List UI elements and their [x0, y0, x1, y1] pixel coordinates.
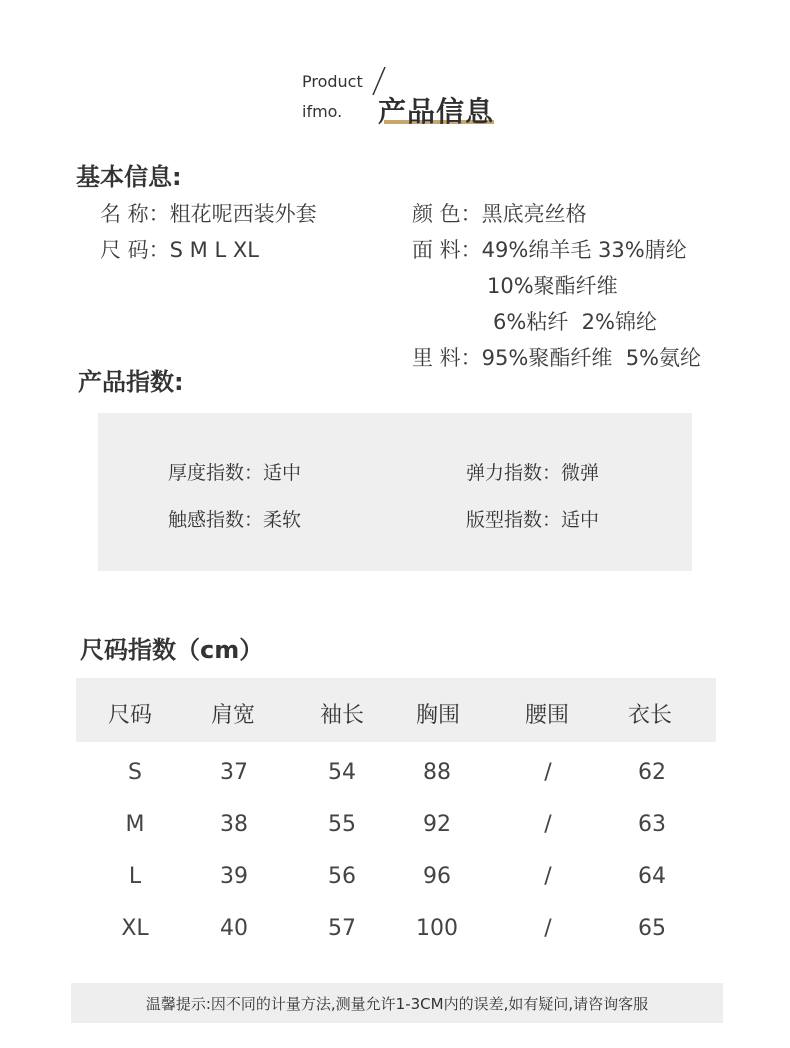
info-fabric-1: 面 料：49%绵羊毛 33%腈纶 — [412, 238, 687, 262]
table-cell: 40 — [220, 916, 248, 941]
table-cell: 37 — [220, 760, 248, 785]
table-cell: 92 — [423, 812, 451, 837]
table-cell: / — [544, 916, 552, 941]
table-cell: 64 — [638, 864, 666, 889]
table-cell: 56 — [328, 864, 356, 889]
basic-info-title: 基本信息: — [76, 163, 182, 191]
info-fabric-3: 6%粘纤 2%锦纶 — [493, 310, 657, 334]
tip-text: 温馨提示:因不同的计量方法,测量允许1-3CM内的误差,如有疑问,请咨询客服 — [145, 995, 649, 1013]
table-cell: 39 — [220, 864, 248, 889]
product-index-box — [98, 413, 692, 571]
info-color: 颜 色：黑底亮丝格 — [412, 202, 587, 226]
table-cell: / — [544, 864, 552, 889]
table-cell: 57 — [328, 916, 356, 941]
col-header-chest: 胸围 — [415, 703, 460, 728]
info-name: 名 称：粗花呢西装外套 — [100, 202, 317, 226]
table-cell: 65 — [638, 916, 666, 941]
table-cell: 62 — [638, 760, 666, 785]
page-title: 产品信息 — [378, 95, 495, 128]
table-cell: / — [544, 812, 552, 837]
header-en-line2: ifmo. — [302, 102, 343, 121]
table-cell: XL — [121, 916, 149, 941]
col-header-waist: 腰围 — [524, 703, 569, 728]
info-lining: 里 料：95%聚酯纤维 5%氨纶 — [412, 346, 702, 370]
table-cell: 54 — [328, 760, 356, 785]
table-cell: L — [128, 864, 142, 889]
table-cell: / — [544, 760, 552, 785]
index-elasticity: 弹力指数：微弹 — [466, 462, 600, 484]
col-header-shoulder: 肩宽 — [210, 703, 255, 728]
info-size: 尺 码：S M L XL — [100, 238, 259, 262]
info-fabric-2: 10%聚酯纤维 — [487, 274, 618, 298]
index-touch: 触感指数：柔软 — [168, 509, 302, 531]
size-table-title: 尺码指数（cm） — [80, 636, 264, 664]
index-thickness: 厚度指数：适中 — [168, 462, 302, 484]
table-cell: 63 — [638, 812, 666, 837]
table-cell: 38 — [220, 812, 248, 837]
col-header-length: 衣长 — [627, 703, 672, 728]
col-header-size: 尺码 — [107, 703, 152, 728]
product-index-title: 产品指数: — [78, 368, 184, 396]
table-cell: M — [125, 812, 145, 837]
table-cell: S — [128, 760, 142, 785]
table-cell: 96 — [423, 864, 451, 889]
header-en-line1: Product — [302, 72, 363, 91]
col-header-sleeve: 袖长 — [319, 703, 364, 728]
table-cell: 55 — [328, 812, 356, 837]
table-cell: 100 — [416, 916, 458, 941]
table-cell: 88 — [423, 760, 451, 785]
index-fit: 版型指数：适中 — [466, 509, 600, 531]
